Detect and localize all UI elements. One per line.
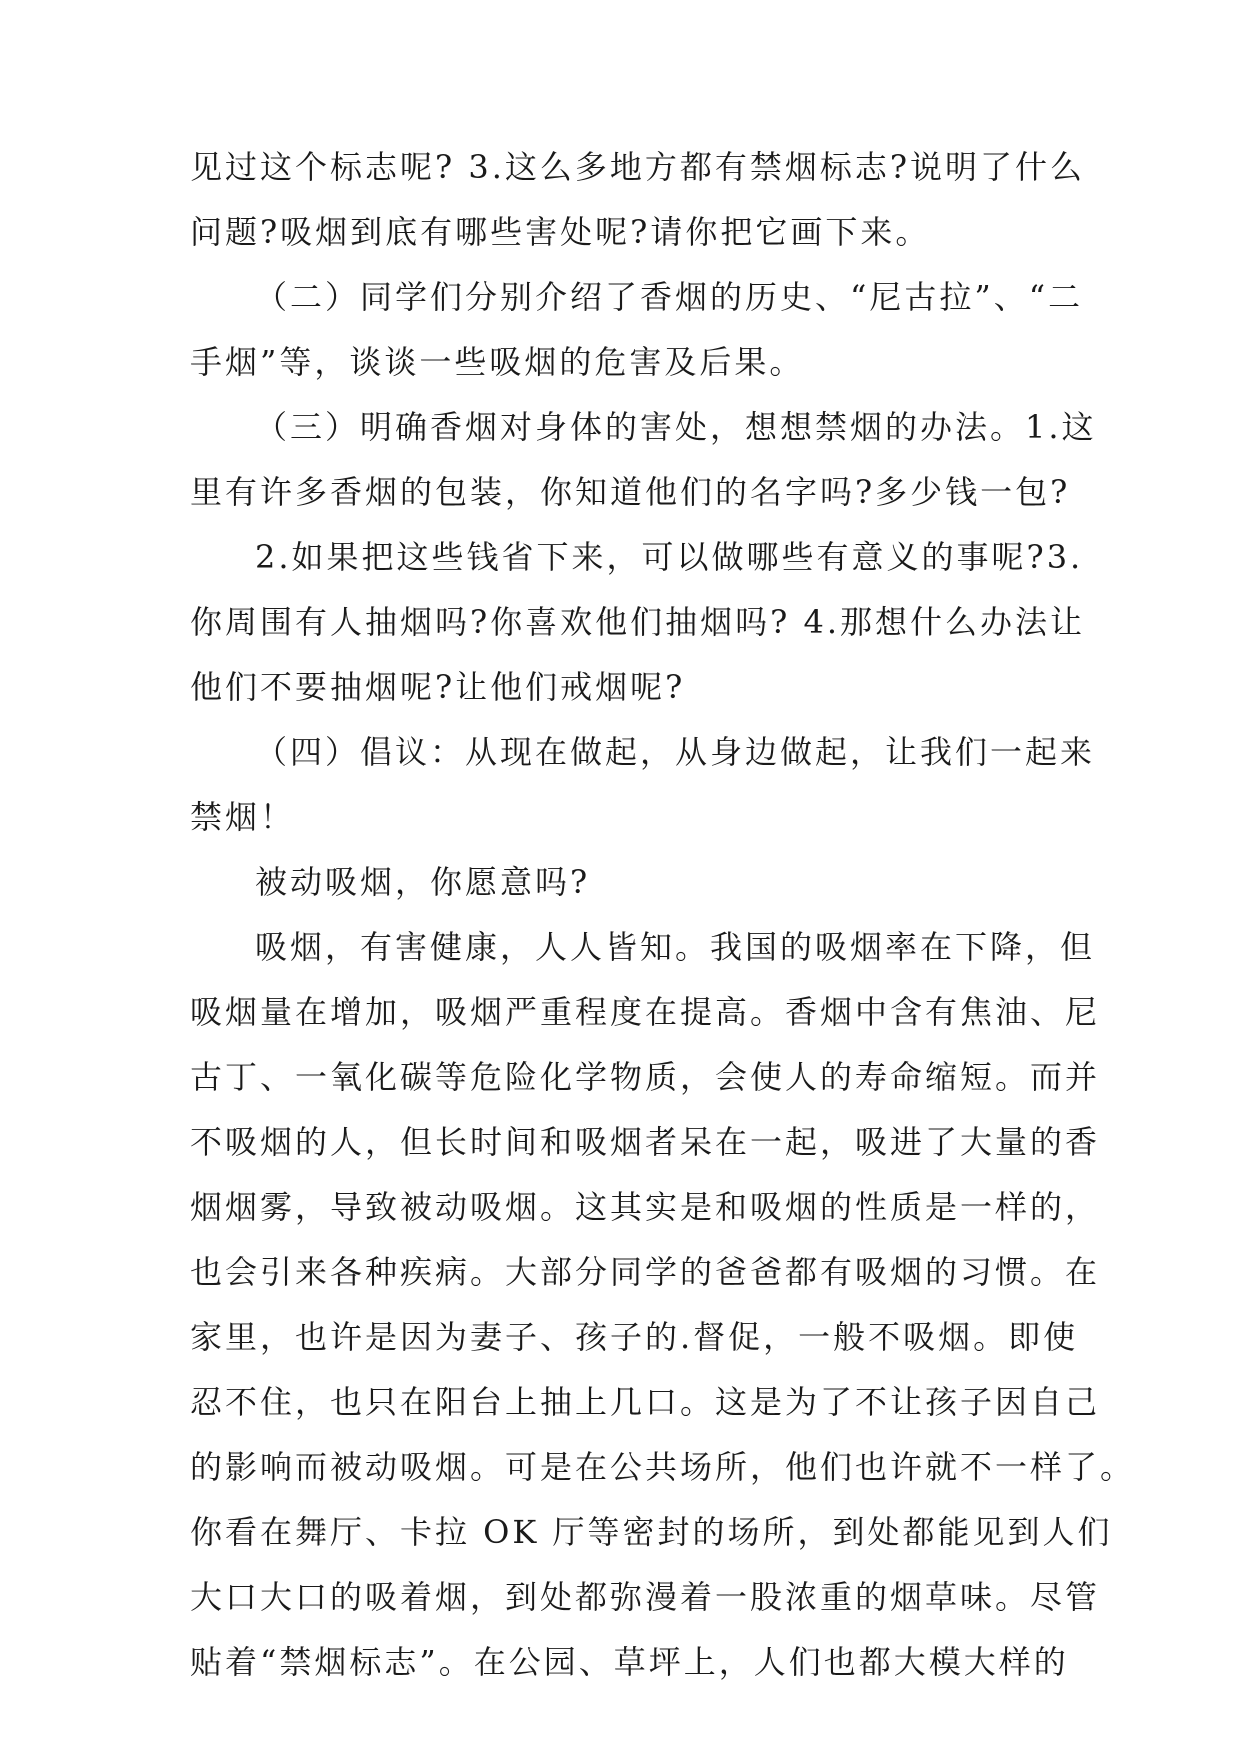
text-line: （四）倡议：从现在做起，从身边做起，让我们一起来 xyxy=(255,733,1096,771)
text-line: 吸烟，有害健康，人人皆知。我国的吸烟率在下降，但 xyxy=(255,928,1096,966)
text-line: 古丁、一氧化碳等危险化学物质，会使人的寿命缩短。而并 xyxy=(190,1058,1101,1096)
text-line: （三）明确香烟对身体的害处，想想禁烟的办法。1.这 xyxy=(255,408,1097,446)
text-line: 烟烟雾，导致被动吸烟。这其实是和吸烟的性质是一样的， xyxy=(190,1188,1101,1226)
section-heading: 被动吸烟，你愿意吗? xyxy=(255,863,591,901)
text-line: 家里，也许是因为妻子、孩子的.督促，一般不吸烟。即使 xyxy=(190,1318,1079,1356)
text-line: 的影响而被动吸烟。可是在公共场所，他们也许就不一样了。 xyxy=(190,1448,1136,1486)
text-line: 不吸烟的人，但长时间和吸烟者呆在一起，吸进了大量的香 xyxy=(190,1123,1101,1161)
text-line: 你周围有人抽烟吗?你喜欢他们抽烟吗? 4.那想什么办法让 xyxy=(190,603,1086,641)
text-line: 问题?吸烟到底有哪些害处呢?请你把它画下来。 xyxy=(190,213,931,251)
text-line: 里有许多香烟的包装，你知道他们的名字吗?多少钱一包? xyxy=(190,473,1071,511)
text-line: 你看在舞厅、卡拉 OK 厅等密封的场所，到处都能见到人们 xyxy=(190,1513,1113,1551)
text-line: 也会引来各种疾病。大部分同学的爸爸都有吸烟的习惯。在 xyxy=(190,1253,1101,1291)
text-line: 2.如果把这些钱省下来，可以做哪些有意义的事呢?3. xyxy=(255,538,1084,576)
text-line: 禁烟！ xyxy=(190,798,296,836)
text-line: （二）同学们分别介绍了香烟的历史、“尼古拉”、“二 xyxy=(255,278,1084,316)
text-line: 贴着“禁烟标志”。在公园、草坪上，人们也都大模大样的 xyxy=(190,1643,1069,1681)
text-line: 大口大口的吸着烟，到处都弥漫着一股浓重的烟草味。尽管 xyxy=(190,1578,1101,1616)
text-line: 见过这个标志呢? 3.这么多地方都有禁烟标志?说明了什么 xyxy=(190,148,1086,186)
text-line: 吸烟量在增加，吸烟严重程度在提高。香烟中含有焦油、尼 xyxy=(190,993,1101,1031)
text-line: 手烟”等，谈谈一些吸烟的危害及后果。 xyxy=(190,343,805,381)
text-line: 他们不要抽烟呢?让他们戒烟呢? xyxy=(190,668,686,706)
text-line: 忍不住，也只在阳台上抽上几口。这是为了不让孩子因自己 xyxy=(190,1383,1101,1421)
